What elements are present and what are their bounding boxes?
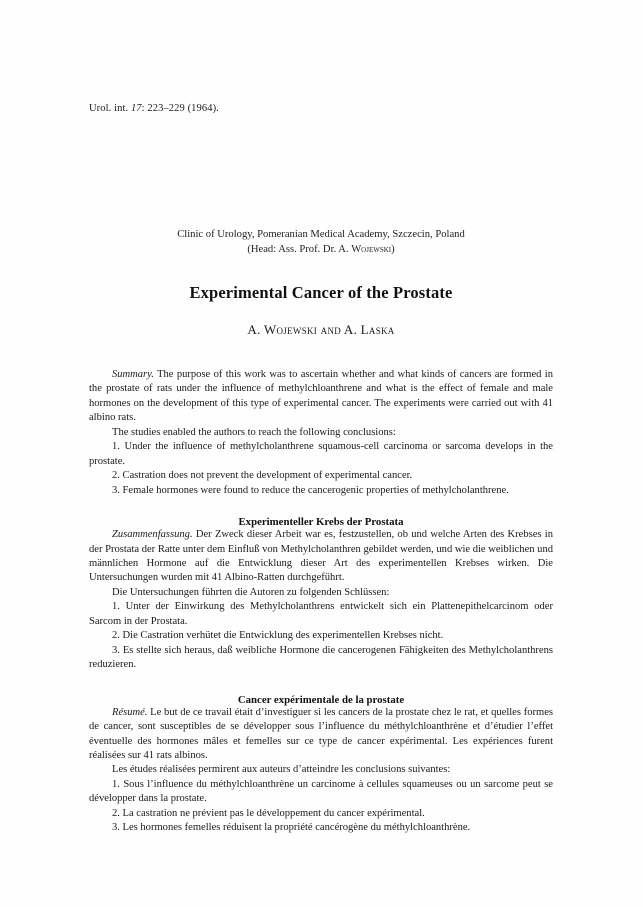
french-summary-paragraph: [89, 706, 553, 764]
english-abstract: [89, 368, 553, 498]
german-summary-text: Der Zweck dieser Arbeit war es, festzustellen, ob und welche Arten des Krebses in der Prostata der Ratte unter dem Einfluß von Methylcholanthren gebildet werden, und wie die weiblichen und männlichen Hormone auf die Entwicklung dieser Art des experimentellen Krebses wirken. Die Untersuchungen wurden mit 41 Albino-Ratten durchgeführt.: [89, 529, 553, 584]
german-conclusion-2: 2. Die Castration verhütet die Entwicklung des experimentellen Krebses nicht.: [112, 630, 444, 642]
affiliation-head: [89, 243, 553, 258]
english-summary-text: The purpose of this work was to ascertain whether and what kinds of cancers are formed in the prostate of rats under the influence of methylchloanthrene and what is the effect of female and male hormones on the development of this type of experimental cancer. The experiments were carried out with 41 albino rats.: [89, 369, 553, 424]
french-intro: Les études réalisées permirent aux auteurs d’atteindre les conclusions suivantes:: [112, 764, 451, 776]
affiliation-head-prefix: (Head: Ass. Prof. Dr. A.: [247, 243, 352, 255]
german-heading: Experimenteller Krebs der Prostata: [238, 516, 404, 529]
german-intro: Die Untersuchungen führten die Autoren zu folgenden Schlüssen:: [112, 586, 390, 598]
french-heading: Cancer expérimentale de la prostate: [237, 693, 405, 706]
french-abstract: [89, 694, 553, 836]
page-title: Experimental Cancer of the Prostate: [189, 283, 453, 302]
page-range: : 223–229 (1964).: [141, 103, 219, 114]
volume-number: 17: [130, 103, 142, 114]
french-summary-lead: Résumé.: [112, 706, 148, 718]
journal-name: Urol. int.: [89, 103, 129, 114]
german-summary-paragraph: [89, 528, 553, 586]
author-line: A. Wojewski and A. Laska: [247, 322, 395, 337]
french-conclusion-1: 1. Sous l’influence du méthylchloanthrène un carcinome à cellules squameuses ou un sarcome peut se développer dans la prostate.: [89, 778, 553, 805]
affiliation-block: [89, 228, 553, 257]
english-intro: The studies enabled the authors to reach the following conclusions:: [112, 426, 396, 438]
affiliation-head-suffix: ): [391, 243, 395, 255]
text-column: [89, 228, 553, 836]
german-abstract: [89, 516, 553, 673]
english-summary-paragraph: [89, 368, 553, 426]
affiliation-head-name: Wojewski: [351, 243, 392, 255]
citation-line: [89, 103, 219, 114]
english-summary-lead: Summary.: [112, 369, 154, 380]
affiliation-institution: Clinic of Urology, Pomeranian Medical Academy, Szczecin, Poland: [177, 229, 465, 240]
german-conclusion-1: 1. Unter der Einwirkung des Methylcholanthrens entwickelt sich ein Plattenepithelcarcinom oder Sarcom in der Prostata.: [89, 601, 553, 627]
english-conclusion-3: 3. Female hormones were found to reduce the cancerogenic properties of methylcholanthrene.: [112, 484, 509, 496]
english-conclusion-1: 1. Under the influence of methylcholanthrene squamous-cell carcinoma or sarcoma develops in the prostate.: [89, 441, 553, 467]
french-conclusion-3: 3. Les hormones femelles réduisent la propriété cancérogène du méthylchloanthrène.: [112, 822, 471, 834]
german-summary-lead: Zusammenfassung.: [112, 529, 193, 541]
german-conclusion-3: 3. Es stellte sich heraus, daß weibliche Hormone die cancerogenen Fähigkeiten des Methylcholanthrens reduzieren.: [89, 644, 553, 671]
french-conclusion-2: 2. La castration ne prévient pas le développement du cancer expérimental.: [112, 807, 425, 819]
english-conclusion-2: 2. Castration does not prevent the development of experimental cancer.: [112, 470, 413, 482]
french-summary-text: Le but de ce travail était d’investiguer si les cancers de la prostate chez le rat, et quelles formes de cancer, sont susceptibles de se développer sous l’influence du méthylchloanthrène et d’étudier l’effet éventuelle des hormones mâles et femelles sur ce type de cancer expérimental. Les expériences furent réalisées sur 41 rats albinos.: [89, 706, 553, 761]
